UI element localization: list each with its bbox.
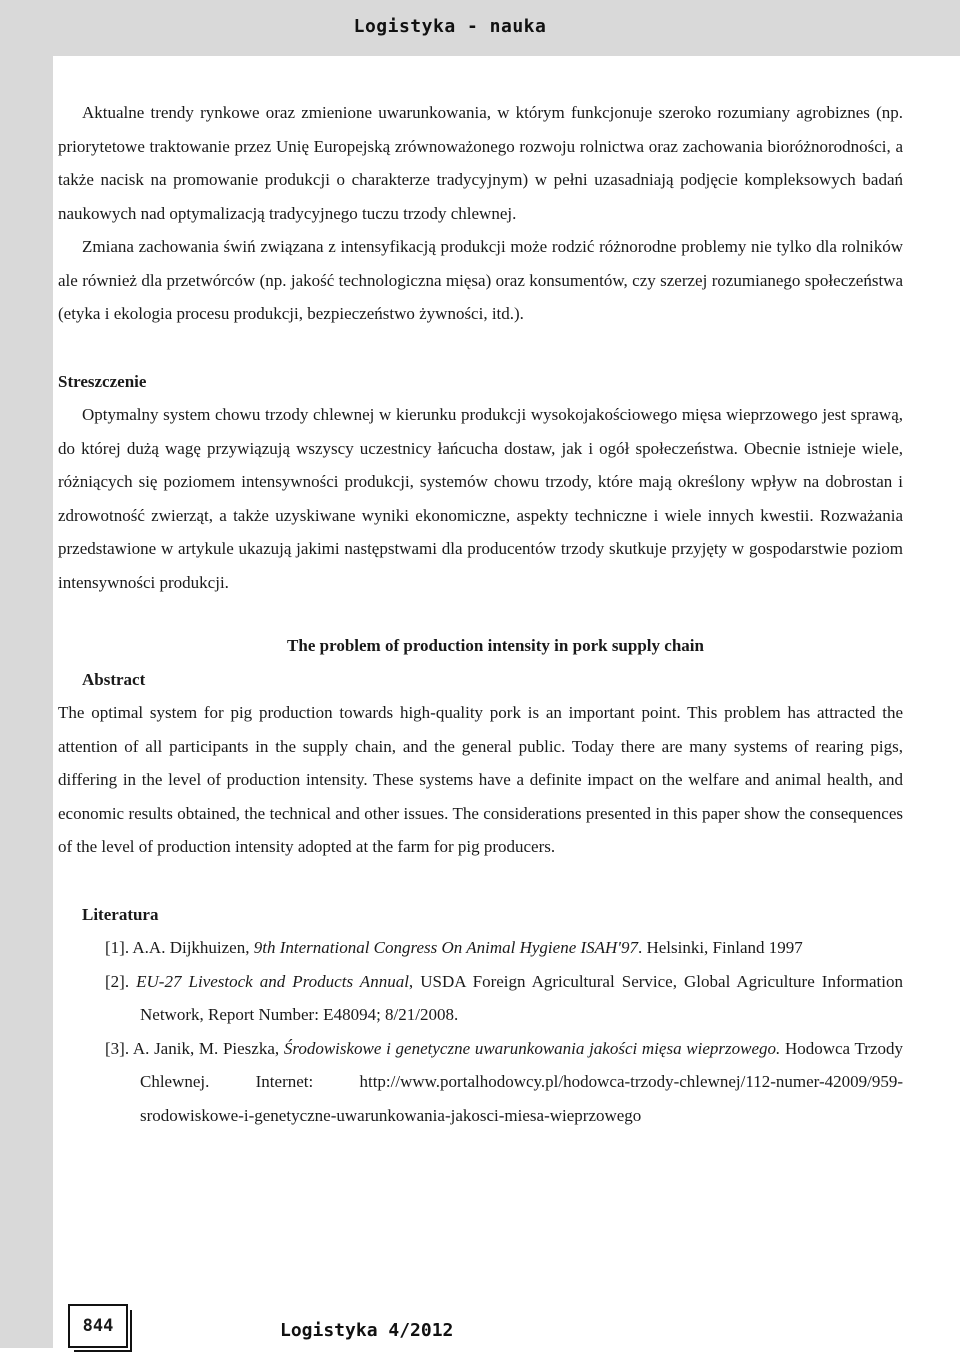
left-margin-band (0, 0, 53, 1348)
paragraph-behaviour: Zmiana zachowania świń związana z intensyfikacją produkcji może rodzić różnorodne problemy nie tylko dla rolników ale również dla przetwórców (np. jakość technologiczna mięsa) oraz konsumentów, czy szerzej rozumianego społeczeństwa (etyka i ekologia procesu produkcji, bezpieczeństwo żywności, itd.). (58, 237, 903, 323)
streszczenie-heading: Streszczenie (58, 371, 147, 391)
abstract-heading: Abstract (82, 669, 146, 689)
ref-title: EU-27 Livestock and Products Annual (136, 971, 409, 991)
streszczenie-text: Optymalny system chowu trzody chlewnej w kierunku produkcji wysokojakościowego mięsa wieprzowego jest sprawą, do której dużą wagę przywiązują wszyscy uczestnicy łańcucha dostaw, jak i ogół społeczeństwa. Obecnie istnieje wiele, różniących się poziomem intensywności produkcji, systemów chowu trzody, które mają określony wpływ na dobrostan i zdrowotność zwierząt, a także uzyskiwane wyniki ekonomiczne, aspekty techniczne i wiele innych kwestii. Rozważania przedstawione w artykule ukazują jakimi następstwami dla producentów trzody skutkuje przyjęty w gospodarstwie poziom intensywności produkcji. (58, 405, 903, 592)
ref-number: [1]. (105, 938, 130, 957)
ref-authors: A.A. Dijkhuizen, (132, 938, 254, 957)
article-body (58, 96, 903, 1132)
ref-title: Środowiskowe i genetyczne uwarunkowania jakości mięsa wieprzowego. (283, 1038, 781, 1058)
paragraph-intro: Aktualne trendy rynkowe oraz zmienione uwarunkowania, w którym funkcjonuje szeroko rozumiany agrobiznes (np. priorytetowe traktowanie przez Unię Europejską zrównoważonego rozwoju rolnictwa oraz zachowania bioróżnorodności, a także nacisk na promowanie produkcji o charakterze tradycyjnym) w pełni uzasadniają podjęcie kompleksowych badań naukowych nad optymalizacją tradycyjnego tuczu trzody chlewnej. (58, 103, 903, 223)
ref-number: [2]. (105, 971, 130, 991)
ref-details: Hodowca Trzody Chlewnej. Internet: http://www.portalhodowcy.pl/hodowca-trzody-chlewnej/112-numer-42009/959-srodowiskowe-i-genetyczne-uwarunkowania-jakosci-miesa-wieprzowego (140, 1038, 903, 1125)
ref-title: 9th International Congress On Animal Hygiene ISAH'97 (253, 938, 638, 957)
ref-details: . Helsinki, Finland 1997 (637, 938, 803, 957)
ref-number: [3]. (105, 1038, 130, 1058)
reference-3 (82, 1032, 903, 1133)
english-title: The problem of production intensity in pork supply chain (287, 636, 704, 655)
ref-details: , USDA Foreign Agricultural Service, Global Agriculture Information Network, Report Number: E48094; 8/21/2008. (140, 971, 904, 1024)
reference-1 (82, 931, 903, 965)
ref-authors: A. Janik, M. Pieszka, (132, 1038, 284, 1058)
reference-2 (82, 965, 903, 1032)
footer-journal: Logistyka 4/2012 (280, 1320, 454, 1341)
page-number: 844 (82, 1316, 114, 1336)
page-number-box (68, 1304, 128, 1348)
running-header: Logistyka - nauka (353, 16, 547, 37)
literatura-heading: Literatura (82, 904, 159, 924)
abstract-text: The optimal system for pig production towards high-quality pork is an important point. This problem has attracted the attention of all participants in the supply chain, and the general public. Today there are many systems of rearing pigs, differing in the level of production intensity. These systems have a definite impact on the welfare and animal health, and economic results obtained, the technical and other issues. The considerations presented in this paper show the consequences of the level of production intensity adopted at the farm for pig producers. (58, 703, 903, 856)
